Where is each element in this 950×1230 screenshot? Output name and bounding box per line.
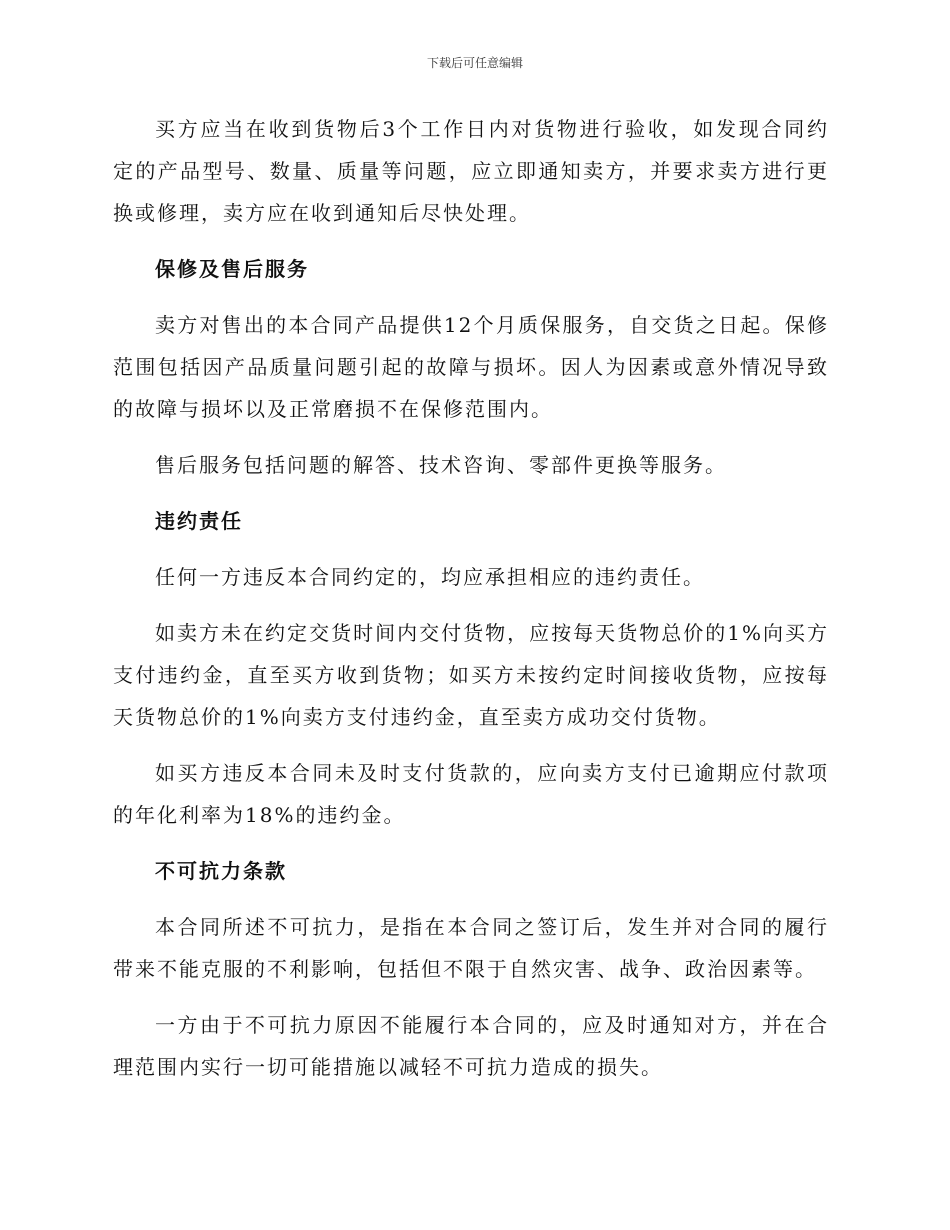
- paragraph-warranty-scope: 卖方对售出的本合同产品提供12个月质保服务，自交货之日起。保修范围包括因产品质量问题引起的故障与损坏。因人为因素或意外情况导致的故障与损坏以及正常磨损不在保修范围内。: [113, 313, 829, 421]
- page-header: 下载后可任意编辑: [426, 56, 523, 70]
- paragraph-force-majeure-notice: 一方由于不可抗力原因不能履行本合同的，应及时通知对方，并在合理范围内实行一切可能措施以减轻不可抗力造成的损失。: [113, 1013, 829, 1079]
- document-body: [113, 108, 829, 1102]
- heading-liability: 违约责任: [155, 509, 243, 533]
- paragraph-force-majeure-definition: 本合同所述不可抗力，是指在本合同之签订后，发生并对合同的履行带来不能克服的不利影响，包括但不限于自然灾害、战争、政治因素等。: [113, 915, 829, 981]
- paragraph-liability-payment: 如买方违反本合同未及时支付货款的，应向卖方支付已逾期应付款项的年化利率为18%的违约金。: [113, 761, 829, 827]
- paragraph-liability-delivery: 如卖方未在约定交货时间内交付货物，应按每天货物总价的1%向买方支付违约金，直至买方收到货物；如买方未按约定时间接收货物，应按每天货物总价的1%向卖方支付违约金，直至卖方成功交付货物。: [113, 621, 829, 729]
- heading-force-majeure: 不可抗力条款: [155, 859, 287, 883]
- paragraph-inspection: 买方应当在收到货物后3个工作日内对货物进行验收，如发现合同约定的产品型号、数量、质量等问题，应立即通知卖方，并要求卖方进行更换或修理，卖方应在收到通知后尽快处理。: [113, 117, 829, 225]
- paragraph-liability-general: 任何一方违反本合同约定的，均应承担相应的违约责任。: [155, 565, 705, 589]
- heading-warranty: 保修及售后服务: [155, 257, 309, 281]
- paragraph-after-sales: 售后服务包括问题的解答、技术咨询、零部件更换等服务。: [155, 453, 727, 477]
